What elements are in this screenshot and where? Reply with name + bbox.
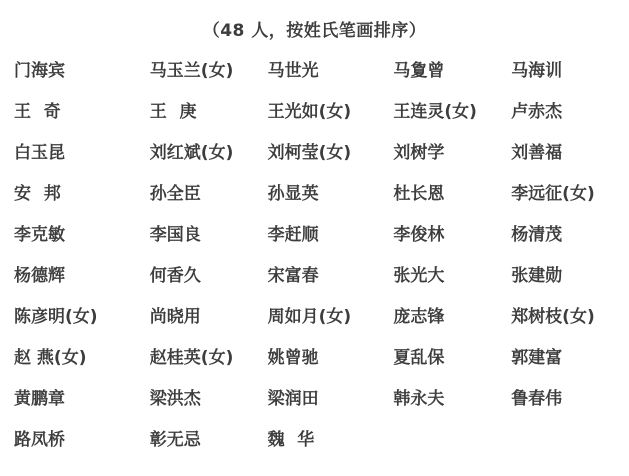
list-item: 王 奇 xyxy=(14,102,65,122)
list-item: 夏乱保 xyxy=(393,348,445,368)
list-item: 李远征(女) xyxy=(511,184,595,204)
list-item: 何香久 xyxy=(149,266,201,286)
list-item: 尚晓用 xyxy=(149,307,201,327)
list-item: 彰无忌 xyxy=(149,430,201,450)
list-item: 马海训 xyxy=(511,61,563,81)
list-item: 梁润田 xyxy=(267,389,319,409)
list-item: 马夐曾 xyxy=(393,61,445,81)
list-item: 姚曾驰 xyxy=(267,348,319,368)
list-item: 安 邦 xyxy=(14,184,65,204)
list-item: 陈彦明(女) xyxy=(14,307,98,327)
list-item: 李国良 xyxy=(149,225,201,245)
list-item: 白玉昆 xyxy=(14,143,65,163)
list-item: 杨德辉 xyxy=(14,266,65,286)
list-item: 路凤桥 xyxy=(14,430,65,450)
list-item: 张光大 xyxy=(393,266,445,286)
list-item: 刘善福 xyxy=(511,143,563,163)
list-item: 赵 燕(女) xyxy=(14,348,87,368)
page-title: （48 人，按姓氏笔画排序） xyxy=(202,21,427,41)
list-item: 李俊林 xyxy=(393,225,445,245)
list-item: 孙全臣 xyxy=(149,184,201,204)
list-item: 刘红斌(女) xyxy=(149,143,234,163)
list-item: 赵桂英(女) xyxy=(149,348,234,368)
list-item: 韩永夫 xyxy=(393,389,445,409)
list-item: 马世光 xyxy=(267,61,319,81)
list-item: 李克敏 xyxy=(14,225,65,245)
list-item: 王连灵(女) xyxy=(393,102,477,122)
list-item: 庞志锋 xyxy=(393,307,445,327)
list-item: 杨清茂 xyxy=(511,225,563,245)
list-item: 黄鹏章 xyxy=(14,389,65,409)
list-item: 张建勋 xyxy=(511,266,563,286)
list-item: 杜长恩 xyxy=(393,184,445,204)
list-item: 郑树枝(女) xyxy=(511,307,595,327)
list-item: 鲁春伟 xyxy=(511,389,563,409)
list-item: 李赶顺 xyxy=(267,225,319,245)
list-item: 刘树学 xyxy=(393,143,445,163)
list-item: 梁洪杰 xyxy=(149,389,201,409)
list-item: 郭建富 xyxy=(511,348,563,368)
list-item: 孙显英 xyxy=(267,184,319,204)
list-item: 门海宾 xyxy=(14,61,65,81)
list-item: 魏 华 xyxy=(267,430,318,450)
list-item: 刘柯莹(女) xyxy=(267,143,352,163)
list-item: 卢赤杰 xyxy=(511,102,563,122)
list-item: 王光如(女) xyxy=(267,102,352,122)
list-item: 马玉兰(女) xyxy=(149,61,234,81)
list-item-empty xyxy=(497,420,619,461)
list-item-empty xyxy=(375,420,497,461)
list-item: 周如月(女) xyxy=(267,307,352,327)
name-list-grid xyxy=(0,51,629,461)
list-item: 宋富春 xyxy=(267,266,319,286)
list-item: 王 庚 xyxy=(149,102,200,122)
